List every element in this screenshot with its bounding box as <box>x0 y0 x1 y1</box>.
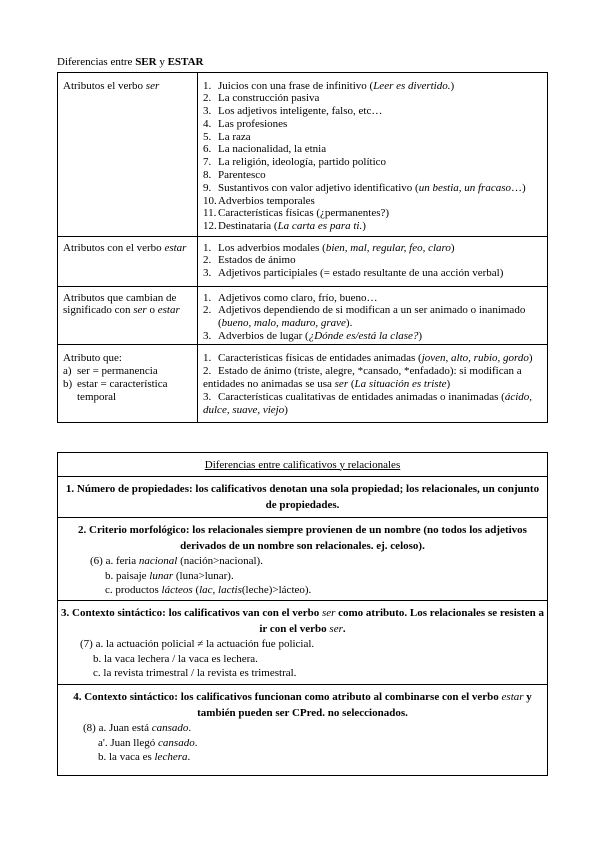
text-run: 2. Criterio morfológico: los relacionales siempre provienen de un nombre (no todos los adjetivos derivados de un nombre son relacionales. ej. celoso). <box>78 524 527 552</box>
example-7c <box>60 666 545 681</box>
text-run: Diferencias entre <box>57 56 136 68</box>
criterion-1 <box>58 477 548 518</box>
text-run: como atributo. Los relacionales se resisten a ir con el verbo <box>259 607 544 635</box>
text-run: La construcción pasiva <box>218 92 320 105</box>
text-run: Características físicas (¿permanentes?) <box>218 207 390 220</box>
text-run: ). <box>345 316 353 329</box>
list-number: a) <box>63 364 72 377</box>
list-number: 9. <box>203 181 212 194</box>
list-item-text <box>218 156 543 169</box>
list-item-text <box>218 195 543 208</box>
italic-text: lechera <box>154 751 188 763</box>
list-item <box>203 169 543 182</box>
text-run: b. paisaje <box>105 569 150 582</box>
text-run: (7) a. la actuación policial ≠ la actuación fue policial. <box>80 638 315 650</box>
ser-estar-table <box>57 72 548 423</box>
criterion-3 <box>58 601 548 685</box>
italic-text: cansado <box>151 722 189 734</box>
text-run: . <box>187 751 191 763</box>
text-run: …) <box>511 181 526 194</box>
text-run: Características físicas de entidades animadas ( <box>218 351 422 364</box>
list-number: 7. <box>203 156 212 169</box>
italic-text: lac, lactis <box>199 584 242 596</box>
text-run: Parentesco <box>218 169 266 182</box>
list-item <box>203 391 543 417</box>
example-8a <box>60 721 545 736</box>
row-label-cambian-significado <box>58 287 198 345</box>
italic-text: bueno, malo, maduro, grave <box>221 316 346 329</box>
list-item <box>203 242 543 255</box>
text-run: ( <box>192 584 200 596</box>
text-run: La religión, ideología, partido político <box>218 156 387 169</box>
row-label-atributo-que <box>58 345 198 423</box>
list-item-text <box>218 92 543 105</box>
text-run: y <box>156 56 168 68</box>
text-run: (6) a. feria <box>90 555 139 567</box>
list-item-text <box>203 391 532 416</box>
text-run: Estados de ánimo <box>218 254 296 267</box>
text-run: . <box>342 622 346 635</box>
text-run: . <box>188 722 192 734</box>
text-run: Atributos el verbo <box>63 79 146 92</box>
list-number: 1. <box>203 79 212 92</box>
list-item <box>63 365 193 378</box>
list-item <box>63 378 193 404</box>
list-number: 3. <box>203 329 212 342</box>
list-item <box>203 92 543 105</box>
row-list-atributo-que <box>198 345 548 423</box>
list-number: 3. <box>203 266 212 279</box>
text-run: 3. Contexto sintáctico: los calificativos van con el verbo <box>61 607 322 619</box>
italic-text: ser <box>321 607 336 619</box>
list-item-text <box>203 365 522 390</box>
text-run: La raza <box>218 130 251 143</box>
text-run: (luna>lunar). <box>173 569 234 582</box>
text-run: 4. Contexto sintáctico: los calificativos funcionan como atributo al combinarse con el verbo <box>73 691 502 703</box>
text-run: b. la vaca es <box>98 751 155 763</box>
italic-text: Leer es divertido. <box>373 79 451 92</box>
list-item-text <box>218 118 543 131</box>
criterion-2-heading <box>60 523 545 554</box>
list-item-text <box>218 182 543 195</box>
text-run: Adjetivos dependiendo de si modifican a un ser animado o inanimado ( <box>218 304 526 329</box>
text-run: c. productos <box>105 584 162 596</box>
text-run: estar = característica temporal <box>77 377 168 404</box>
text-run: Estado de ánimo (triste, alegre, *cansado, *enfadado): si modifican a entidades no animadas se usa <box>203 364 522 390</box>
table-header-text: Diferencias entre calificativos y relacionales <box>204 458 401 471</box>
list-item <box>203 156 543 169</box>
text-run: (nación>nacional). <box>177 555 263 567</box>
text-run: ( <box>348 377 355 390</box>
text-run: ) <box>284 404 288 417</box>
list-item-text <box>218 330 543 343</box>
list-item-text <box>218 304 543 329</box>
list-item-text <box>218 105 543 118</box>
calificativos-relacionales-table <box>57 452 548 776</box>
list-number: b) <box>63 377 73 390</box>
text-run: ) <box>446 377 451 390</box>
list-number: 1. <box>203 291 212 304</box>
italic-text: bien, mal, regular, feo, claro <box>325 241 451 254</box>
text-run: y también pueden ser CPred. no seleccionados. <box>197 691 532 719</box>
example-8b <box>60 750 545 765</box>
text-run: o <box>146 304 158 317</box>
list-number: 1. <box>203 241 212 254</box>
list-item <box>203 330 543 343</box>
italic-text: ¿Dónde es/está la clase? <box>308 329 419 342</box>
text-run: Adjetivos participiales (= estado resultante de una acción verbal) <box>218 266 504 279</box>
italic-text: ser <box>329 622 343 635</box>
list-item-text <box>218 220 543 233</box>
list-item-text <box>218 352 533 364</box>
example-8a-prime <box>60 736 545 751</box>
italic-text: ser <box>145 79 160 92</box>
list-item <box>203 105 543 118</box>
list-item <box>203 80 543 93</box>
list-item-text <box>218 131 543 144</box>
italic-text: estar <box>501 691 524 703</box>
list-number: 10. <box>203 194 217 207</box>
list-item <box>203 118 543 131</box>
list-item-text <box>77 365 193 378</box>
row-list-cambian-significado <box>198 287 548 345</box>
text-run: ser = permanencia <box>77 364 158 377</box>
text-run: b. la vaca lechera / la vaca es lechera. <box>93 652 258 665</box>
list-item <box>203 365 543 391</box>
text-run: ) <box>450 79 455 92</box>
text-run: ) <box>450 241 455 254</box>
italic-text: joven, alto, rubio, gordo <box>421 351 529 364</box>
text-run: Atributos con el verbo <box>63 241 165 254</box>
list-item <box>203 195 543 208</box>
text-run: (8) a. Juan está <box>83 722 152 734</box>
list-number: 2. <box>203 254 212 267</box>
italic-text: estar <box>164 241 187 254</box>
list-number: 2. <box>203 364 212 377</box>
list-item-text <box>218 207 543 220</box>
list-item-text <box>77 378 193 404</box>
criterion-3-heading <box>60 606 545 637</box>
text-run: Atributos que cambian de significado con <box>63 291 177 317</box>
list-number: 2. <box>203 92 212 105</box>
list-item <box>203 304 543 329</box>
list-number: 6. <box>203 143 212 156</box>
row-list-estar <box>198 237 548 287</box>
list-item <box>203 220 543 233</box>
row-label-ser <box>58 73 198 237</box>
list-number: 5. <box>203 130 212 143</box>
list-number: 11. <box>203 207 217 220</box>
example-6a <box>60 554 545 569</box>
example-6b <box>60 569 545 584</box>
text-run: a'. Juan llegó <box>98 736 159 749</box>
example-6c <box>60 583 545 598</box>
document-title <box>57 56 203 68</box>
italic-text: estar <box>157 304 180 317</box>
list-number: 3. <box>203 105 212 118</box>
text-run: Las profesiones <box>218 117 288 130</box>
text-run: Características cualitativas de entidades animadas o inanimadas ( <box>218 391 505 404</box>
row-list-ser <box>198 73 548 237</box>
list-number: 3. <box>203 391 212 404</box>
list-item <box>203 182 543 195</box>
list-number: 2. <box>203 304 212 317</box>
text-run: ) <box>362 220 366 233</box>
list-item <box>203 292 543 305</box>
text-run: Juicios con una frase de infinitivo ( <box>218 79 374 92</box>
text-run: Sustantivos con valor adjetivo identificativo ( <box>218 181 419 194</box>
example-7b <box>60 652 545 667</box>
italic-text: La situación es triste <box>354 377 447 390</box>
text-run: Atributo que: <box>63 351 122 364</box>
italic-text: lunar <box>149 569 174 582</box>
list-item <box>203 143 543 156</box>
list-item <box>203 207 543 220</box>
list-item-text <box>218 143 543 156</box>
italic-text: ácido, dulce, suave, viejo <box>203 391 533 417</box>
italic-text: ser <box>334 377 349 390</box>
text-run: 1. Número de propiedades: los calificativos denotan una sola propiedad; los relacionales, un conjunto de propiedades. <box>65 483 540 511</box>
text-run: . <box>194 736 198 749</box>
text-run: Adjetivos como claro, frío, bueno… <box>218 291 378 304</box>
text-run: Los adjetivos inteligente, falso, etc… <box>218 105 383 118</box>
text-run: Los adverbios modales ( <box>218 241 326 254</box>
list-number: 4. <box>203 117 212 130</box>
list-item-text <box>218 169 543 182</box>
list-number: 8. <box>203 169 212 182</box>
list-item-text <box>218 267 543 280</box>
list-item-text <box>218 254 543 267</box>
text-run: Destinataria ( <box>218 220 278 233</box>
table-header <box>58 453 548 477</box>
list-item-text <box>218 242 543 255</box>
list-item <box>203 131 543 144</box>
example-7a <box>60 637 545 652</box>
criterion-4 <box>58 685 548 776</box>
italic-text: nacional <box>138 555 178 567</box>
criterion-2 <box>58 518 548 601</box>
text-run: c. la revista trimestral / la revista es trimestral. <box>93 667 297 679</box>
text-run: ) <box>418 329 423 342</box>
bold-text: SER <box>135 56 157 68</box>
bold-text: ESTAR <box>167 56 204 68</box>
text-run: La nacionalidad, la etnia <box>218 143 327 156</box>
italic-text: lácteos <box>161 584 193 596</box>
list-item <box>203 254 543 267</box>
text-run: (leche)>lácteo). <box>241 584 312 596</box>
text-run: Adverbios temporales <box>218 194 315 207</box>
list-item-text <box>218 80 543 93</box>
criterion-1-heading <box>60 482 545 513</box>
italic-text: un bestia, un fracaso <box>418 181 511 194</box>
criterion-4-heading <box>60 690 545 721</box>
list-item <box>203 352 543 365</box>
list-number: 1. <box>203 351 212 364</box>
row-label-estar <box>58 237 198 287</box>
atributo-que-label <box>63 352 193 365</box>
ser-estar-sublist <box>63 365 193 405</box>
list-item-text <box>218 292 543 305</box>
italic-text: ser <box>133 304 147 317</box>
list-number: 12. <box>203 220 217 233</box>
list-item <box>203 267 543 280</box>
text-run: Adverbios de lugar ( <box>218 329 309 342</box>
italic-text: cansado <box>158 736 195 749</box>
text-run: ) <box>528 351 533 364</box>
italic-text: La carta es para ti. <box>277 220 363 233</box>
